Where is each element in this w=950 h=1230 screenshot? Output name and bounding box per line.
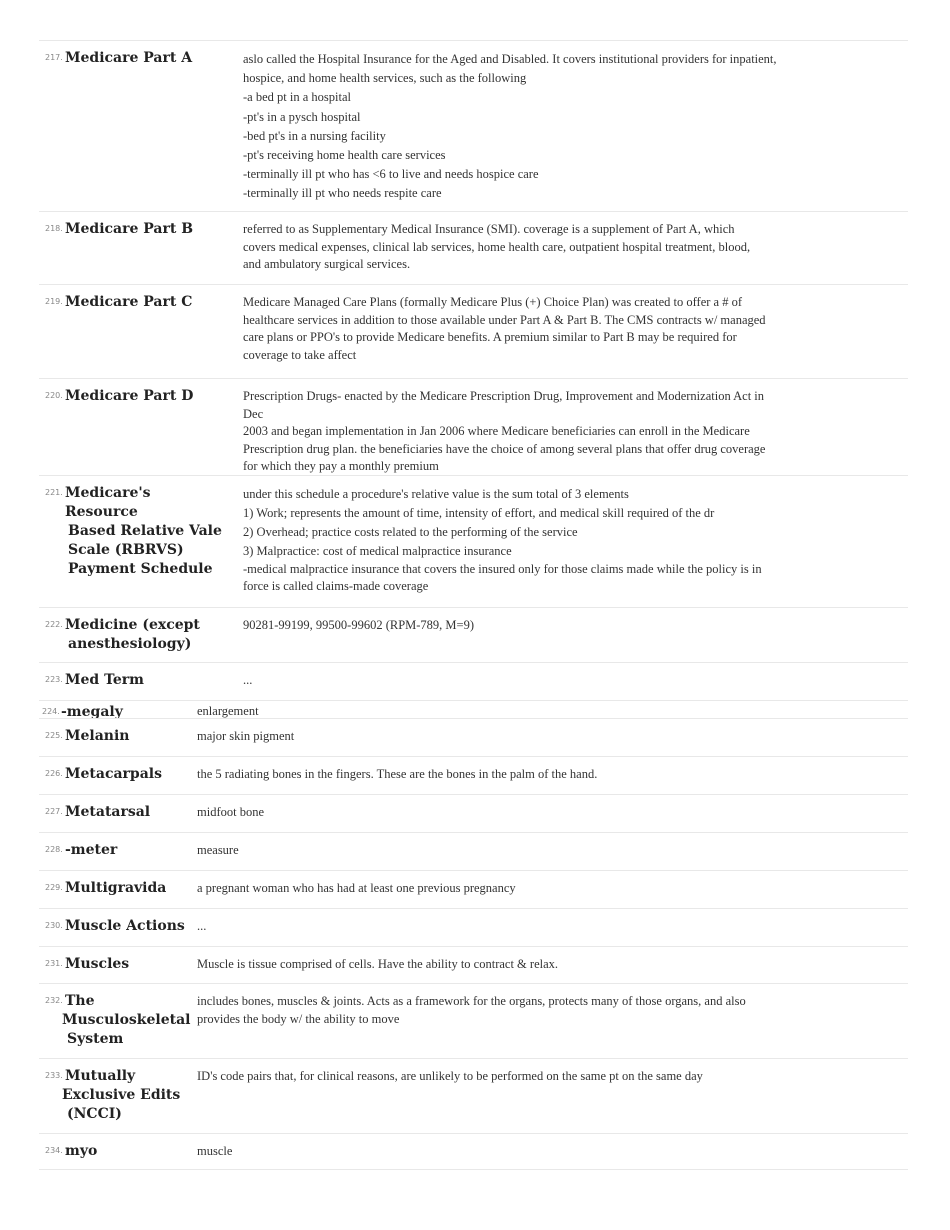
entry-number: 227. (45, 807, 63, 816)
entry-term: -meter (65, 842, 118, 858)
entry-definition: ... (197, 919, 207, 933)
entry-term: The Musculoskeletal System (62, 993, 191, 1047)
entry-definition: a pregnant woman who has had at least one previous pregnancy (197, 881, 516, 895)
entry-definition: includes bones, muscles & joints. Acts as a framework for the organs, protects many of those organs, and also provides the body w/ the ability to move (197, 994, 746, 1026)
entry-term: Medicare Part B (65, 221, 194, 237)
entry-row (39, 756, 908, 794)
entry-row (39, 1133, 908, 1170)
entry-row (39, 983, 908, 1058)
entry-term: Muscle Actions (65, 918, 185, 934)
entry-definition: Medicare Managed Care Plans (formally Medicare Plus (+) Choice Plan) was created to offer a # of healthcare services in addition to those available under Part A & Part B. The CMS contracts w/ managed care plans or PPO's to provide Medicare benefits. A premium similar to Part B may be required for coverage to take affect (243, 295, 766, 362)
entry-row (39, 1058, 908, 1133)
entry-row (39, 700, 908, 718)
entry-term: Med Term (65, 672, 144, 688)
entry-term: myo (65, 1143, 98, 1159)
entry-definition: 90281-99199, 99500-99602 (RPM-789, M=9) (243, 618, 475, 632)
entry-number: 233. (45, 1071, 63, 1080)
entry-term: Medicare Part C (65, 294, 193, 310)
entry-term: Mutually Exclusive Edits (NCCI) (62, 1068, 181, 1122)
entry-term: Muscles (65, 956, 130, 972)
entry-definition: Muscle is tissue comprised of cells. Have the ability to contract & relax. (197, 957, 559, 971)
entry-number: 221. (45, 488, 63, 497)
flashcard-list (39, 40, 908, 1170)
entry-number: 217. (45, 53, 63, 62)
entry-definition: midfoot bone (197, 805, 265, 819)
entry-row (39, 378, 908, 475)
entry-number: 218. (45, 224, 63, 233)
entry-definition: under this schedule a procedure's relative value is the sum total of 3 elements 1) Work; represents the amount of time, intensity of effort, and medical skill required of the dr 2) Overhead; practice costs related to the performing of the service 3) Malpractice: cost of medical malpractice insurance -medical malpractice insurance that covers the insured only for those claims made while the policy is in force is called claims-made coverage (243, 487, 762, 593)
entry-number: 228. (45, 845, 63, 854)
entry-term: Medicare Part D (65, 388, 194, 404)
entry-number: 229. (45, 883, 63, 892)
entry-number: 225. (45, 731, 63, 740)
entry-number: 223. (45, 675, 63, 684)
entry-number: 234. (45, 1146, 63, 1155)
entry-term: Metacarpals (65, 766, 162, 782)
entry-row (39, 718, 908, 756)
entry-definition: major skin pigment (197, 729, 295, 743)
entry-row (39, 946, 908, 983)
entry-row (39, 662, 908, 700)
entry-row (39, 40, 908, 211)
entry-term: -megaly (61, 704, 123, 720)
entry-row (39, 284, 908, 378)
entry-definition: ... (243, 673, 253, 687)
entry-definition: the 5 radiating bones in the fingers. These are the bones in the palm of the hand. (197, 767, 598, 781)
entry-definition: measure (197, 843, 239, 857)
entry-row (39, 832, 908, 870)
entry-row (39, 794, 908, 832)
entry-term: Medicare Part A (65, 50, 193, 66)
entry-row (39, 607, 908, 662)
entry-term: Metatarsal (65, 804, 151, 820)
entry-row (39, 475, 908, 607)
entry-number: 232. (45, 996, 63, 1005)
entry-number: 220. (45, 391, 63, 400)
entry-definition: muscle (197, 1144, 233, 1158)
entry-number: 224. (42, 707, 60, 716)
entry-definition: referred to as Supplementary Medical Insurance (SMI). coverage is a supplement of Part A, which covers medical expenses, clinical lab services, home health care, outpatient hospital treatment, blood, and ambulatory surgical services. (243, 222, 751, 271)
entry-row (39, 870, 908, 908)
entry-definition: Prescription Drugs- enacted by the Medicare Prescription Drug, Improvement and Modernization Act in Dec 2003 and began implementation in Jan 2006 where Medicare beneficiaries can enroll in the Medicare Prescription drug plan. the beneficiaries have the choice of among several plans that offer drug coverage for which they pay a monthly premium (243, 389, 766, 473)
entry-number: 226. (45, 769, 63, 778)
entry-term: Multigravida (65, 880, 167, 896)
entry-definition: aslo called the Hospital Insurance for the Aged and Disabled. It covers institutional providers for inpatient, hospice, and home health services, such as the following -a bed pt in a hospital -pt's in a pysch hospital -bed pt's in a nursing facility -pt's receiving home health care services -terminally ill pt who has <6 to live and needs hospice care -terminally ill pt who needs respite care (243, 52, 777, 201)
entry-term: Melanin (65, 728, 130, 744)
entry-definition: enlargement (197, 704, 259, 718)
entry-number: 230. (45, 921, 63, 930)
entry-row (39, 211, 908, 284)
entry-number: 219. (45, 297, 63, 306)
entry-row (39, 908, 908, 946)
entry-number: 231. (45, 959, 63, 968)
entry-term: Medicine (except anesthesiology) (65, 617, 200, 652)
entry-definition: ID's code pairs that, for clinical reasons, are unlikely to be performed on the same pt on the same day (197, 1069, 703, 1083)
entry-number: 222. (45, 620, 63, 629)
entry-term: Medicare's Resource Based Relative Vale Scale (RBRVS) Payment Schedule (65, 485, 222, 577)
